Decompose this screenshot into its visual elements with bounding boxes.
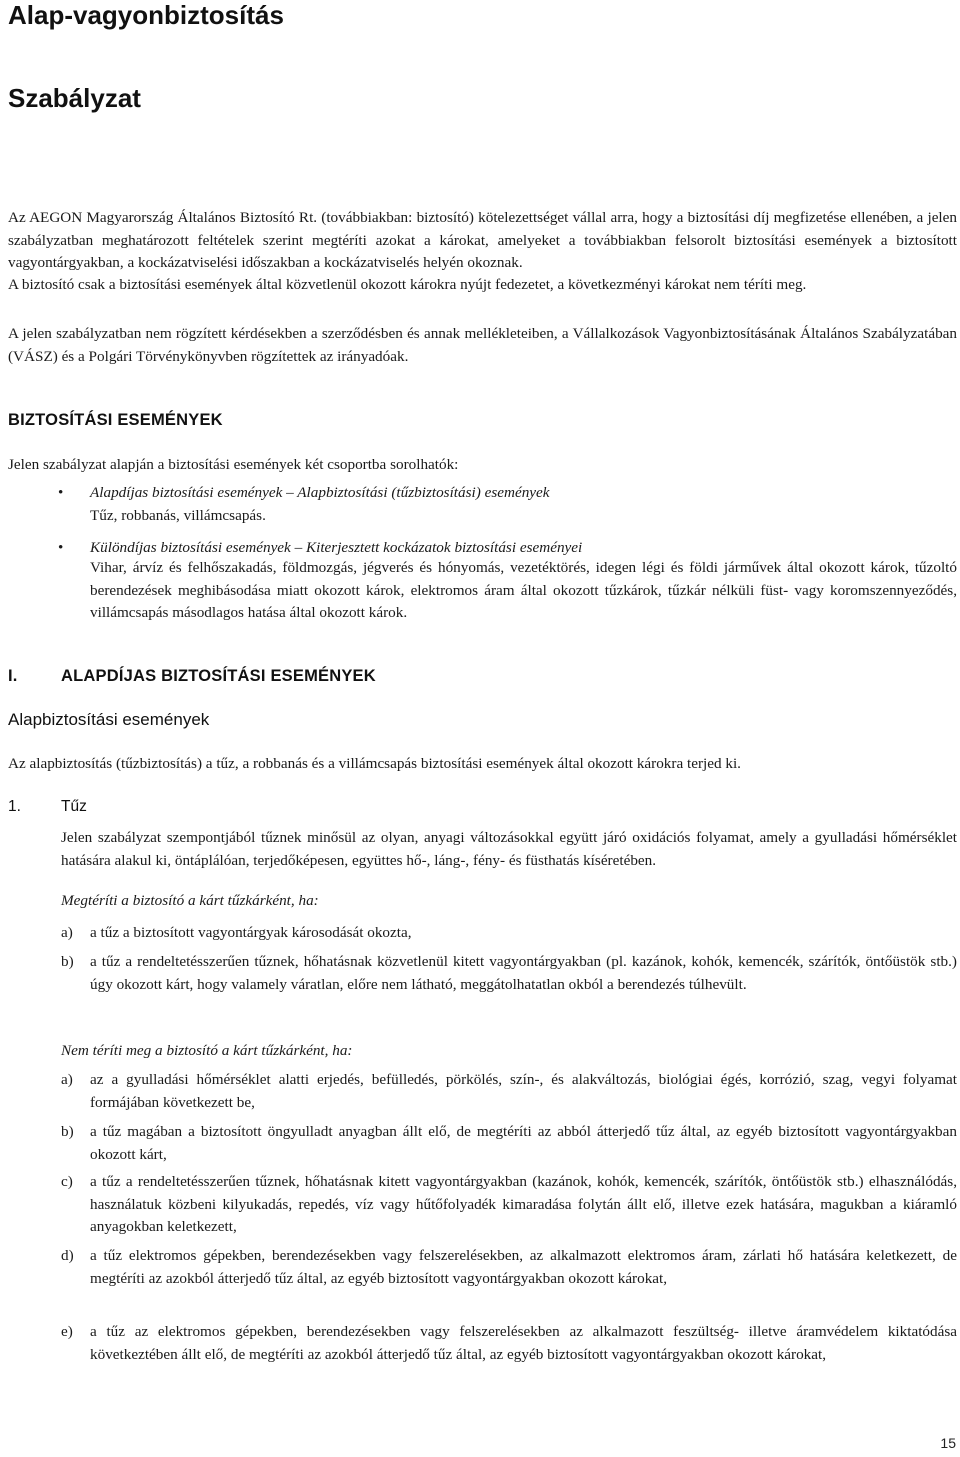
- section-number: I.: [8, 667, 18, 685]
- excluded-item-d: a tűz elektromos gépekben, berendezésekben vagy felszerelésekben, az alkalmazott elektromos áram, zárlati hő hatására keletkezett, de megtéríti az azokból átterjedő tűz által, az egyéb biztosított vagyontárgyakban okozott károkat,: [90, 1247, 957, 1287]
- document-title: Alap-vagyonbiztosítás: [8, 0, 284, 30]
- list-label: b): [61, 1123, 74, 1140]
- bullet-text-extended: Vihar, árvíz és felhőszakadás, földmozgás, jégverés és hónyomás, vezetéktörés, idegen légi és földi járművek által okozott károk, tűzoltó berendezések meghibásodása miatt okozott károk, elektromos áram által okozott tűzkárok, tűzkár nélküli füst- vagy koromszennyeződés, villámcsapás másodlagos hatása által okozott károk.: [90, 559, 957, 621]
- list-label: d): [61, 1247, 74, 1264]
- bullet-marker: •: [58, 539, 64, 556]
- list-label: c): [61, 1173, 73, 1190]
- list-label: e): [61, 1323, 73, 1340]
- bullet-title-extended: Különdíjas biztosítási események – Kiterjesztett kockázatok biztosítási eseményei: [90, 539, 583, 556]
- intro-paragraph-2: A biztosító csak a biztosítási események által közvetlenül okozott károkra nyújt fedezetet, a következményi károkat nem téríti meg.: [8, 276, 807, 293]
- excluded-item-b: a tűz magában a biztosított öngyulladt anyagban állt elő, de megtéríti az abból átterjedő tűz által, az egyéb biztosított vagyontárgyakban okozott kárt,: [90, 1123, 957, 1163]
- intro-paragraph-1: Az AEGON Magyarország Általános Biztosító Rt. (továbbiakban: biztosító) kötelezettséget vállal arra, hogy a biztosítási díj megfizetése ellenében, a jelen szabályzatban meghatározott feltételek szerint megtéríti azokat a károkat, amelyeket a továbbiakban felsorolt biztosítási események a biztosított vagyontárgyakban, a kockázatviselési időszakban a kockázatviselés helyén okoznak.: [8, 209, 957, 271]
- bullet-text-basic: Tűz, robbanás, villámcsapás.: [90, 507, 266, 524]
- bullet-title-basic: Alapdíjas biztosítási események – Alapbiztosítási (tűzbiztosítási) események: [90, 484, 550, 501]
- page-number: 15: [940, 1435, 956, 1451]
- basic-lead: Az alapbiztosítás (tűzbiztosítás) a tűz, a robbanás és a villámcsapás biztosítási események által okozott károkra terjed ki.: [8, 755, 741, 772]
- excluded-item-a: az a gyulladási hőmérséklet alatti erjedés, befülledés, pörkölés, szín-, és alakváltozás, biológiai égés, korrózió, szag, vegyi folyamat formájában következett be,: [90, 1071, 957, 1111]
- fire-definition: Jelen szabályzat szempontjából tűznek minősül az olyan, anyagi változásokkal együtt járó oxidációs folyamat, amely a gyulladási hőmérséklet hatására alakul ki, öntáplálóan, terjedőképesen, együttes hő-, láng-, fény- és füsthatás kíséretében.: [61, 829, 957, 869]
- bullet-marker: •: [58, 484, 64, 501]
- covered-intro: Megtéríti a biztosító a kárt tűzkárként, ha:: [61, 892, 319, 909]
- item-title-fire: Tűz: [61, 798, 87, 815]
- subsection-heading: Alapbiztosítási események: [8, 710, 210, 729]
- section-heading-basic: ALAPDÍJAS BIZTOSÍTÁSI ESEMÉNYEK: [61, 667, 376, 685]
- section-heading-events: BIZTOSÍTÁSI ESEMÉNYEK: [8, 411, 223, 429]
- excluded-item-e: a tűz az elektromos gépekben, berendezésekben vagy felszerelésekben az alkalmazott feszültség- illetve áramvédelem kiktatódása következtében állt elő, de megtéríti az azokból átterjedő tűz által, az egyéb biztosított vagyontárgyakban okozott károkat,: [90, 1323, 957, 1363]
- events-lead: Jelen szabályzat alapján a biztosítási események két csoportba sorolhatók:: [8, 456, 459, 473]
- excluded-item-c: a tűz a rendeltetésszerűen tűznek, hőhatásnak kitett vagyontárgyakban (kazánok, kohók, kemencék, szárítók, öntőüstök stb.) elhasználódás, használatuk közbeni kilyukadás, repedés, víz vagy hűtőfolyadék kimaradása folytán állt elő, illetve ezek hatására, magukban a kiáramló anyagokban keletkezett,: [90, 1173, 957, 1235]
- intro-paragraph-3: A jelen szabályzatban nem rögzített kérdésekben a szerződésben és annak mellékleteiben, a Vállalkozások Vagyonbiztosításának Általános Szabályzatában (VÁSZ) és a Polgári Törvénykönyvben rögzítettek az irányadóak.: [8, 325, 957, 365]
- document-subtitle: Szabályzat: [8, 83, 141, 113]
- list-label: b): [61, 953, 74, 970]
- list-label: a): [61, 924, 73, 941]
- covered-item-a: a tűz a biztosított vagyontárgyak károsodását okozta,: [90, 924, 412, 941]
- item-number: 1.: [8, 798, 21, 815]
- covered-item-b: a tűz a rendeltetésszerűen tűznek, hőhatásnak közvetlenül kitett vagyontárgyakban (pl. kazánok, kohók, kemencék, szárítók, öntőüstök stb.) úgy okozott kárt, hogy valamely váratlan, előre nem látható, meggátolhatatlan okból a berendezés túlhevült.: [90, 953, 957, 993]
- excluded-intro: Nem téríti meg a biztosító a kárt tűzkárként, ha:: [61, 1042, 353, 1059]
- list-label: a): [61, 1071, 73, 1088]
